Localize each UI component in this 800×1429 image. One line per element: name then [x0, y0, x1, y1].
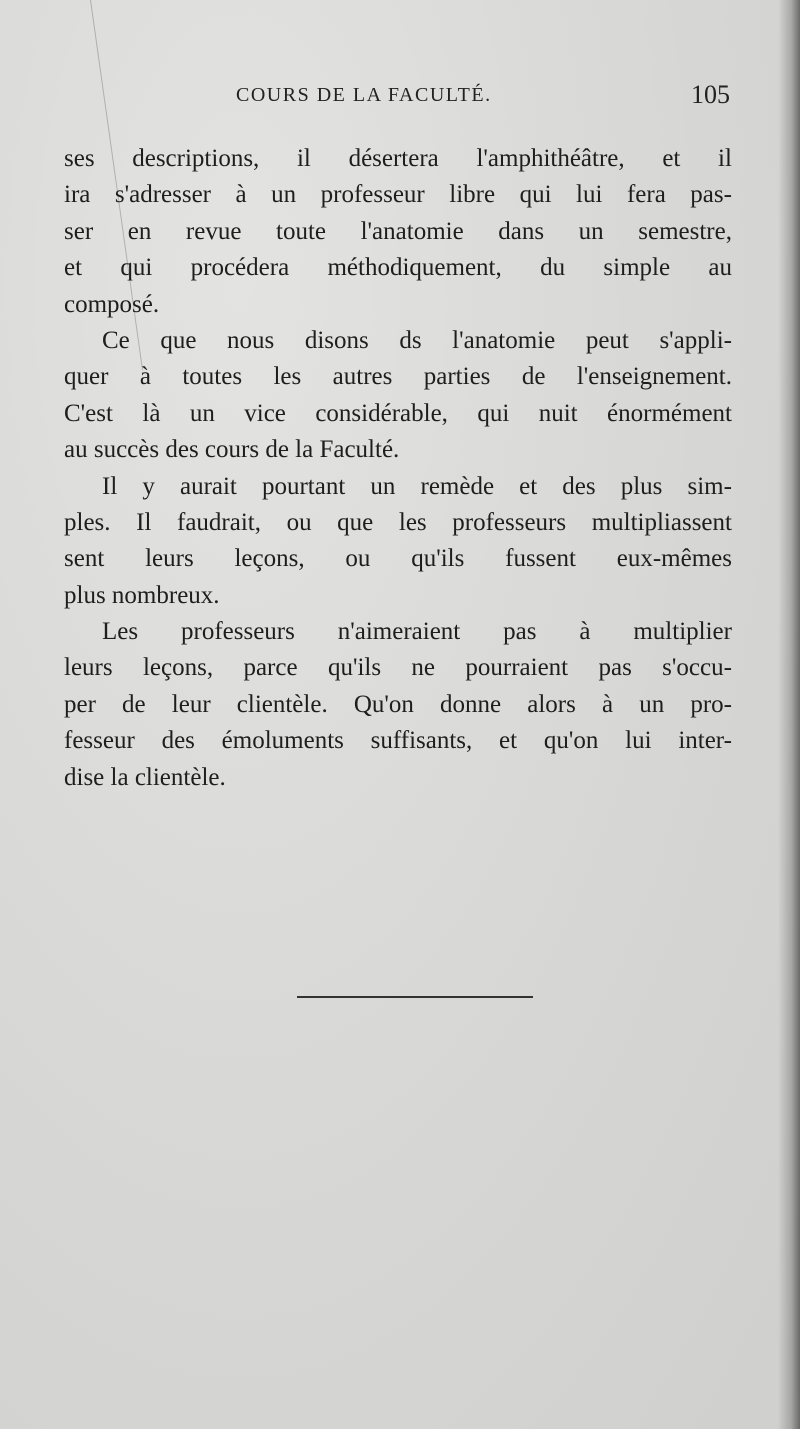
- running-title: COURS DE LA FACULTÉ.: [236, 84, 492, 106]
- text-line: sent leurs leçons, ou qu'ils fussent eux-mêmes: [64, 545, 732, 573]
- body-text: [64, 141, 732, 796]
- text-line: plus nombreux.: [64, 581, 220, 609]
- page-edge-shadow: [778, 0, 800, 1429]
- text-line: ira s'adresser à un professeur libre qui lui fera pas-: [64, 181, 732, 209]
- text-line: Ce que nous disons ds l'anatomie peut s'appli-: [102, 326, 732, 354]
- section-end-rule: [297, 996, 533, 998]
- text-line: Il y aurait pourtant un remède et des plus sim-: [102, 472, 732, 500]
- text-line: ses descriptions, il désertera l'amphithéâtre, et il: [64, 145, 732, 172]
- text-line: composé.: [64, 290, 160, 318]
- text-line: fesseur des émoluments suffisants, et qu'on lui inter-: [64, 727, 732, 755]
- text-line: C'est là un vice considérable, qui nuit énormément: [64, 399, 732, 427]
- text-line: per de leur clientèle. Qu'on donne alors à un pro-: [64, 690, 732, 718]
- text-line: ser en revue toute l'anatomie dans un semestre,: [64, 217, 732, 245]
- text-line: leurs leçons, parce qu'ils ne pourraient pas s'occu-: [64, 654, 732, 682]
- text-line: ples. Il faudrait, ou que les professeurs multipliassent: [64, 508, 732, 536]
- page-number: 105: [691, 80, 730, 109]
- text-line: quer à toutes les autres parties de l'enseignement.: [64, 363, 732, 391]
- text-line: dise la clientèle.: [64, 763, 226, 791]
- text-line: Les professeurs n'aimeraient pas à multiplier: [102, 618, 732, 646]
- text-line: et qui procédera méthodiquement, du simple au: [64, 254, 732, 282]
- text-line: au succès des cours de la Faculté.: [64, 436, 400, 464]
